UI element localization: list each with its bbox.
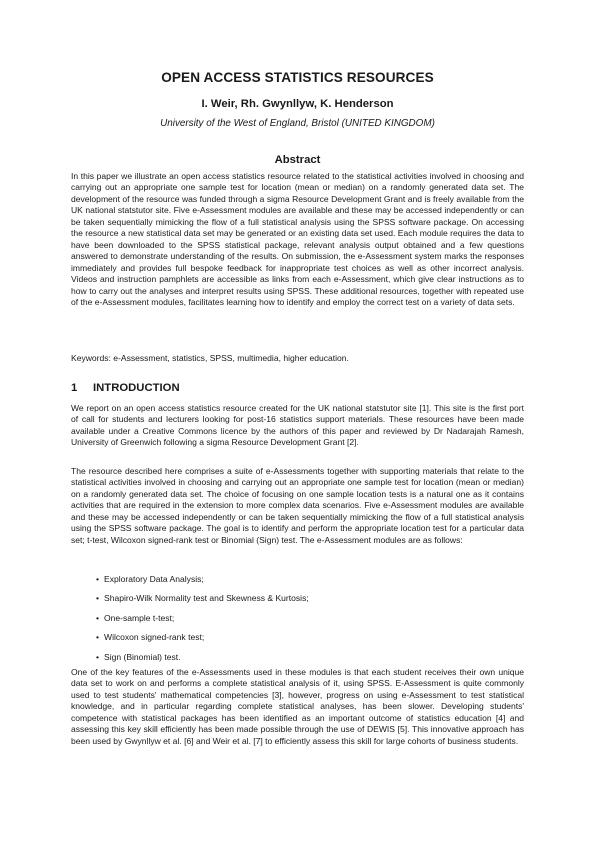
intro-paragraph-2	[71, 466, 524, 546]
list-item	[96, 632, 516, 651]
affiliation: University of the West of England, Bristol (UNITED KINGDOM)	[160, 118, 435, 129]
list-item-text: Wilcoxon signed-rank test;	[104, 632, 205, 643]
section-number: 1	[71, 382, 78, 394]
list-item-text: Exploratory Data Analysis;	[104, 574, 204, 584]
author-list: I. Weir, Rh. Gwynllyw, K. Henderson	[201, 98, 394, 110]
paragraph-text: The resource described here comprises a suite of e-Assessments together with supporting materials that relate to the statistical activities involved in choosing and carrying out an appropriate one sample test for location (mean or median) on a randomly generated data set. The choice of focusing on one sample location tests is a natural one as it contains activities that are required in the extension to more complex data scenarios. Five e-Assessment modules are available and these may be accessed independently or can be taken sequentially mimicking the flow of a full statistical analysis using the SPSS software package. The goal is to identify and perform the appropriate location test for a particular data set; t-test, Wilcoxon signed-rank test or Binomial (Sign) test. The e-Assessment modules are as follows:	[71, 466, 524, 545]
bullet-icon: •	[96, 574, 99, 584]
keywords	[71, 353, 524, 364]
module-list	[96, 574, 516, 671]
intro-paragraph-1	[71, 403, 524, 449]
list-item	[96, 613, 516, 632]
list-item	[96, 574, 516, 593]
paragraph-text: We report on an open access statistics resource created for the UK national statstutor site [1]. This site is the first port of call for students and lecturers looking for post-16 statistics support materials. These resources have been made available under a Creative Commons licence by the authors of this paper and reviewed by Dr Nadarajah Ramesh, University of Greenwich following a sigma Resource Development Grant [2].	[71, 403, 524, 448]
abstract-text: In this paper we illustrate an open access statistics resource related to the statistical activities involved in choosing and carrying out an appropriate one sample test for location (mean or median) on a randomly generated data set. The development of the resource was funded through a sigma Resource Development Grant and is freely available from the UK national statstutor site. Five e-Assessment modules are available and these may be accessed independently or can be taken sequentially mimicking the flow of a full statistical analysis using the SPSS software package. On accessing the resource a new statistical data set may be generated or an existing data set used. Each module requires the data to have been downloaded to the SPSS statistical package, relevant analysis output obtained and a few questions answered to demonstrate understanding of the results. On submission, the e-Assessment system marks the responses immediately and provides full bespoke feedback for inappropriate test choices as well as other incorrect analysis. Videos and instruction pamphlets are accessible as links from each e-Assessment, which give clear instructions as to how to carry out the analyses and interpret results using SPSS. These additional resources, together with repeated use of the e-Assessment modules, facilitates learning how to identify and employ the correct test on a variety of data sets.	[71, 171, 524, 307]
paragraph-text: One of the key features of the e-Assessments used in these modules is that each student receives their own unique data set to work on and performs a complete statistical analysis of it, using SPSS. E-Assessment is quite commonly used to test students' mathematical competencies [3], however, progress on using e-Assessment to test statistical knowledge, and in particular regarding complete statistical analyses, has been slower. Developing students' competence with statistical packages has been identified as an important outcome of statistics education [4] and assessing this key skill efficiently has been made possible through the use of DEWIS [5]. This innovative approach has been used by Gwynllyw et al. [6] and Weir et al. [7] to efficiently assess this skill for large cohorts of business students.	[71, 667, 524, 746]
abstract-heading: Abstract	[274, 154, 321, 166]
bullet-icon: •	[96, 593, 99, 604]
section-heading	[71, 382, 180, 394]
paper-title: OPEN ACCESS STATISTICS RESOURCES	[161, 70, 434, 85]
section-title: INTRODUCTION	[93, 382, 180, 394]
list-item	[96, 593, 516, 612]
list-item-text: One-sample t-test;	[104, 612, 175, 623]
list-item-text: Shapiro-Wilk Normality test and Skewness & Kurtosis;	[104, 593, 309, 604]
intro-paragraph-3	[71, 667, 524, 747]
bullet-icon: •	[96, 632, 99, 643]
keywords-text: Keywords: e-Assessment, statistics, SPSS, multimedia, higher education.	[71, 353, 349, 363]
bullet-icon: •	[96, 612, 99, 623]
list-item-text: Sign (Binomial) test.	[104, 651, 181, 662]
abstract-body	[71, 171, 524, 308]
bullet-icon: •	[96, 651, 99, 662]
